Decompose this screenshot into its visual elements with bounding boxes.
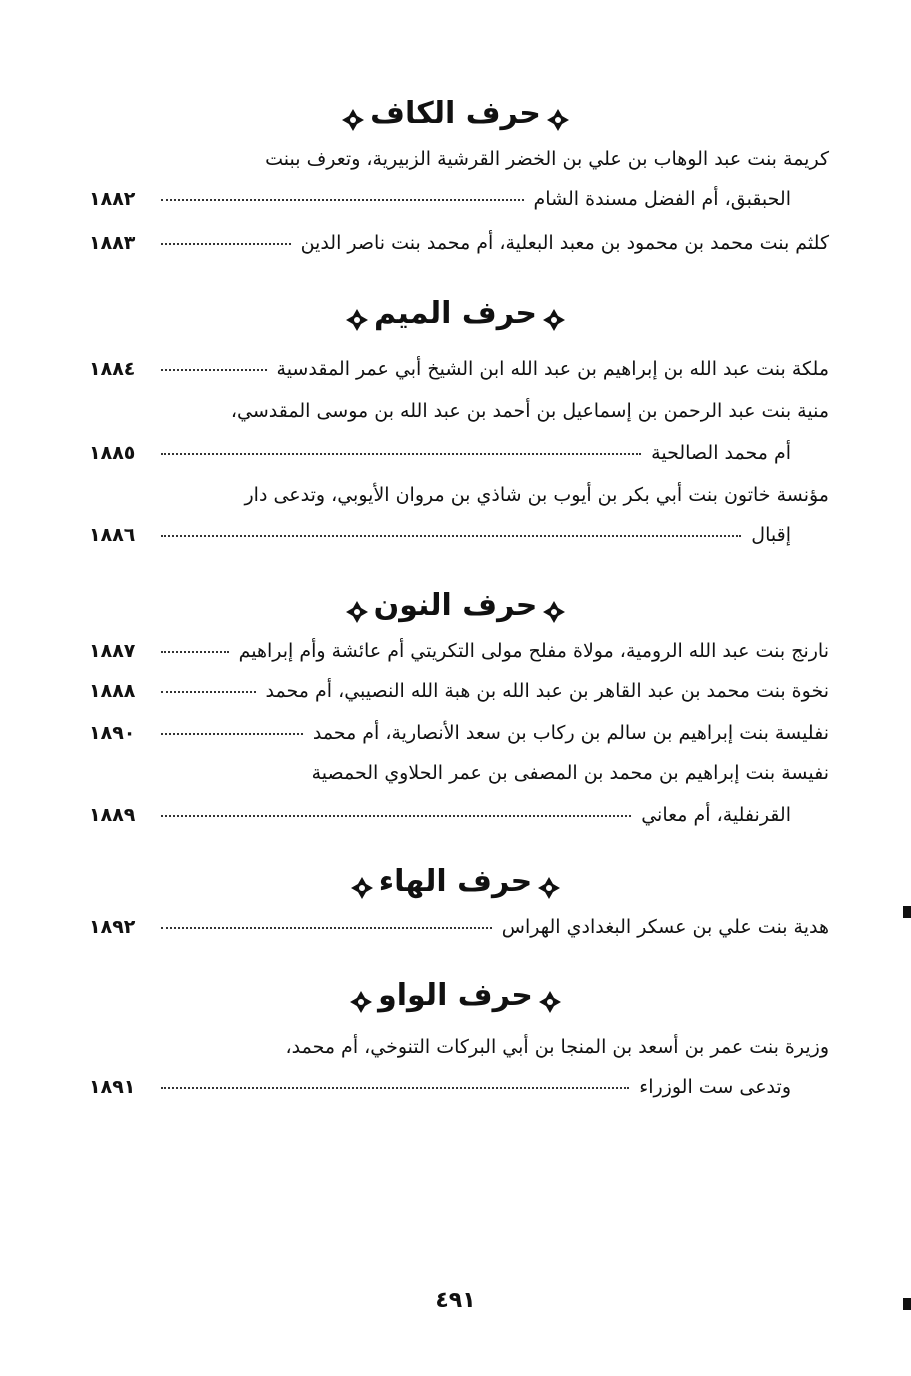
- dot-leader: [161, 677, 256, 693]
- entry-number: ١٨٨٧: [89, 640, 136, 662]
- entry-line: وزيرة بنت عمر بن أسعد بن المنجا بن أبي البركات التنوخي، أم محمد،: [285, 1036, 829, 1058]
- dot-leader: [161, 229, 291, 245]
- entry-text: القرنفلية، أم معاني: [641, 804, 791, 826]
- entry-row: [89, 226, 829, 260]
- section-title-text: حرف الميم: [373, 296, 537, 331]
- entry-number: ١٨٨٤: [89, 358, 136, 380]
- entry-number: ١٨٨٨: [89, 680, 136, 702]
- entry-row: [89, 634, 829, 668]
- section-title-ha: [0, 860, 911, 904]
- dot-leader: [161, 439, 641, 455]
- entry-text: وتدعى ست الوزراء: [639, 1076, 791, 1098]
- entry-line: منية بنت عبد الرحمن بن إسماعيل بن أحمد بن عبد الله بن موسى المقدسي،: [230, 400, 829, 422]
- section-title-text: حرف الكاف: [370, 96, 541, 131]
- entry-number: ١٨٩١: [89, 1076, 136, 1098]
- ornament-icon: [349, 870, 375, 896]
- entry-text: ملكة بنت عبد الله بن إبراهيم بن عبد الله ابن الشيخ أبي عمر المقدسية: [276, 358, 829, 380]
- section-title-kaf: [0, 92, 911, 136]
- ornament-icon: [541, 594, 567, 620]
- entry-text: نخوة بنت محمد بن عبد القاهر بن عبد الله بن هبة الله النصيبي، أم محمد: [265, 680, 829, 702]
- dot-leader: [161, 521, 741, 537]
- dot-leader: [161, 913, 492, 929]
- ornament-icon: [536, 870, 562, 896]
- entry-row: [89, 674, 829, 708]
- entry-number: ١٨٨٥: [89, 442, 136, 464]
- entry-line: مؤنسة خاتون بنت أبي بكر بن أيوب بن شاذي بن مروان الأيوبي، وتدعى دار: [244, 484, 829, 506]
- section-title-mim: [0, 292, 911, 336]
- entry-text: إقبال: [751, 524, 791, 546]
- entry-number: ١٨٩٠: [89, 722, 136, 744]
- scan-edge-mark: [903, 1298, 911, 1310]
- ornament-icon: [537, 984, 563, 1010]
- entry-row: [89, 436, 829, 470]
- entry-line: كريمة بنت عبد الوهاب بن علي بن الخضر القرشية الزبيرية، وتعرف ببنت: [265, 148, 829, 170]
- entry-text: نفليسة بنت إبراهيم بن سالم بن ركاب بن سعد الأنصارية، أم محمد: [312, 722, 829, 744]
- entry-text: الحبقبق، أم الفضل مسندة الشام: [533, 188, 791, 210]
- entry-row: [89, 182, 829, 216]
- section-title-nun: [0, 584, 911, 628]
- section-title-text: حرف النون: [373, 588, 538, 623]
- entry-row: [89, 716, 829, 750]
- entry-text: أم محمد الصالحية: [651, 442, 791, 464]
- page-number: ٤٩١: [435, 1288, 476, 1313]
- ornament-icon: [344, 302, 370, 328]
- section-title-text: حرف الهاء: [378, 864, 533, 899]
- entry-row: [89, 352, 829, 386]
- entry-number: ١٨٨٣: [89, 232, 136, 254]
- entry-number: ١٨٨٩: [89, 804, 136, 826]
- entry-row: [89, 518, 829, 552]
- ornament-icon: [344, 594, 370, 620]
- ornament-icon: [340, 102, 366, 128]
- ornament-icon: [545, 102, 571, 128]
- entry-number: ١٨٨٢: [89, 188, 136, 210]
- section-title-text: حرف الواو: [378, 978, 533, 1013]
- entry-row: [89, 910, 829, 944]
- entry-line: نفيسة بنت إبراهيم بن محمد بن المصفى بن عمر الحلاوي الحمصية: [311, 762, 829, 784]
- dot-leader: [161, 637, 229, 653]
- entry-row: [89, 1070, 829, 1104]
- entry-number: ١٨٩٢: [89, 916, 136, 938]
- entry-text: نارنج بنت عبد الله الرومية، مولاة مفلح مولى التكريتي أم عائشة وأم إبراهيم: [238, 640, 829, 662]
- entry-text: هدية بنت علي بن عسكر البغدادي الهراس: [501, 916, 829, 938]
- dot-leader: [161, 355, 267, 371]
- section-title-waw: [0, 974, 911, 1018]
- dot-leader: [161, 719, 303, 735]
- ornament-icon: [348, 984, 374, 1010]
- dot-leader: [161, 185, 524, 201]
- entry-text: كلثم بنت محمد بن محمود بن معبد البعلية، أم محمد بنت ناصر الدين: [300, 232, 829, 254]
- dot-leader: [161, 1073, 629, 1089]
- ornament-icon: [541, 302, 567, 328]
- dot-leader: [161, 801, 631, 817]
- entry-row: [89, 798, 829, 832]
- entry-number: ١٨٨٦: [89, 524, 136, 546]
- scan-edge-mark: [903, 906, 911, 918]
